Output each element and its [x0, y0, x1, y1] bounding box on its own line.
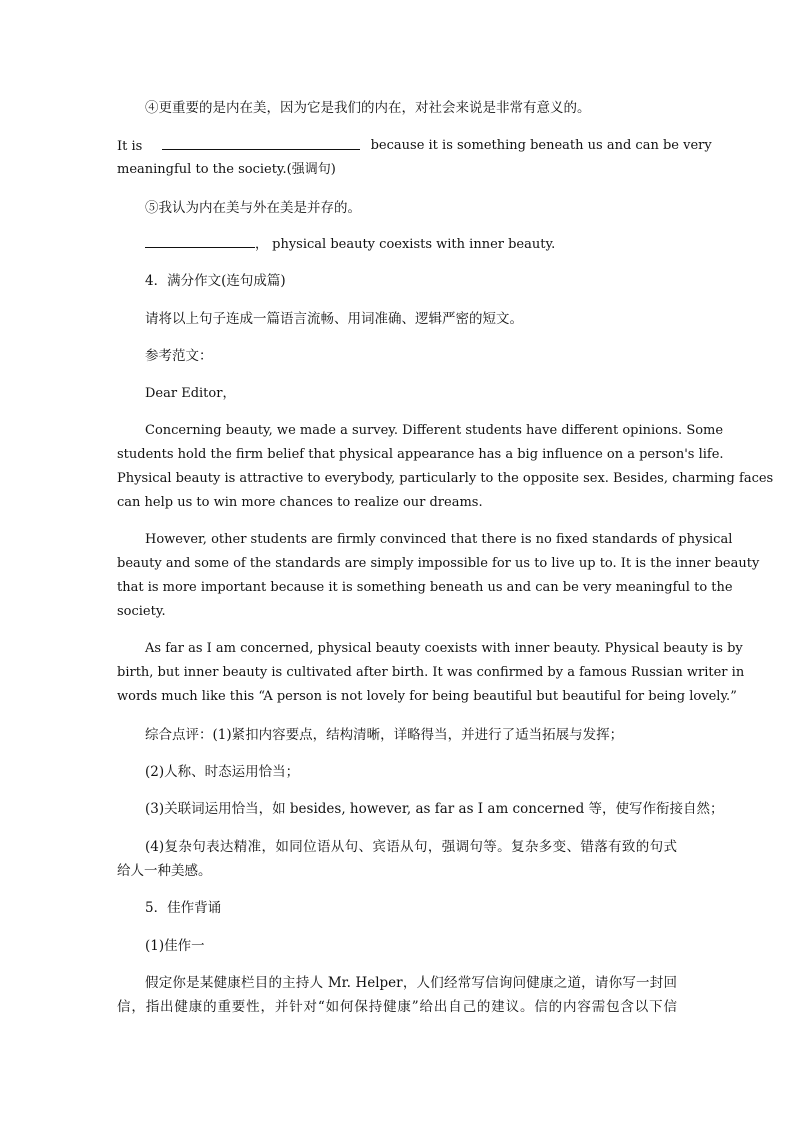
sample-essay-label: 参考范文： — [145, 348, 213, 364]
section-4-heading: 4．满分作文(连句成篇) — [145, 273, 286, 289]
answer-suffix: because it is something beneath us and can be very — [370, 138, 712, 153]
paragraph-3-line-2: birth, but inner beauty is cultivated after birth. It was confirmed by a famous Russian writer in — [117, 665, 745, 680]
sentence-5-prompt: ⑤我认为内在美与外在美是并存的。 — [145, 200, 361, 216]
answer-suffix: ， physical beauty coexists with inner beauty. — [255, 237, 556, 252]
sentence-4-answer-continued: meaningful to the society.(强调句) — [117, 162, 336, 177]
model-essay-1-label: (1)佳作一 — [145, 938, 205, 954]
comment-point-4-line-1: (4)复杂句表达精准，如同位语从句、宾语从句，强调句等。复杂多变、错落有致的句式 — [145, 839, 677, 855]
paragraph-1-line-3: Physical beauty is attractive to everybody, particularly to the opposite sex. Besides, charming faces — [117, 471, 774, 486]
sentence-4-prompt: ④更重要的是内在美，因为它是我们的内在，对社会来说是非常有意义的。 — [145, 100, 591, 116]
task-prompt-line-1: 假定你是某健康栏目的主持人 Mr. Helper，人们经常写信询问健康之道，请你写一封回 — [145, 975, 677, 991]
paragraph-2-line-1: However, other students are firmly convinced that there is no fixed standards of physical — [145, 532, 733, 547]
paragraph-2-line-4: society. — [117, 604, 166, 619]
comment-point-4-line-2: 给人一种美感。 — [117, 863, 212, 879]
section-5-heading: 5．佳作背诵 — [145, 900, 222, 916]
section-4-instruction: 请将以上句子连成一篇语言流畅、用词准确、逻辑严密的短文。 — [145, 311, 523, 327]
paragraph-1-line-1: Concerning beauty, we made a survey. Different students have different opinions. Some — [145, 423, 724, 438]
task-prompt-line-2: 信，指出健康的重要性，并针对“如何保持健康”给出自己的建议。信的内容需包含以下信 — [117, 999, 677, 1015]
paragraph-2-line-3: that is more important because it is something beneath us and can be very meaningful to the — [117, 580, 733, 595]
paragraph-3-line-3: words much like this “A person is not lovely for being beautiful but beautiful for being lovely.” — [117, 689, 737, 704]
answer-prefix: It is — [117, 139, 143, 154]
comment-point-3: (3)关联词运用恰当，如 besides, however, as far as I am concerned 等，使写作衔接自然； — [145, 801, 724, 817]
sentence-4-answer-line — [117, 137, 712, 156]
paragraph-1-line-2: students hold the firm belief that physical appearance has a big influence on a person's life. — [117, 447, 724, 462]
fill-in-blank — [145, 235, 255, 248]
comment-point-1: 综合点评：(1)紧扣内容要点，结构清晰，详略得当，并进行了适当拓展与发挥； — [145, 727, 624, 743]
paragraph-2-line-2: beauty and some of the standards are simply impossible for us to live up to. It is the inner beauty — [117, 556, 760, 571]
sentence-5-answer-line — [145, 235, 677, 254]
letter-salutation: Dear Editor， — [145, 386, 236, 401]
fill-in-blank — [162, 137, 360, 150]
comment-point-2: (2)人称、时态运用恰当； — [145, 764, 300, 780]
paragraph-1-line-4: can help us to win more chances to realize our dreams. — [117, 495, 483, 510]
paragraph-3-line-1: As far as I am concerned, physical beauty coexists with inner beauty. Physical beauty is by — [145, 641, 743, 656]
